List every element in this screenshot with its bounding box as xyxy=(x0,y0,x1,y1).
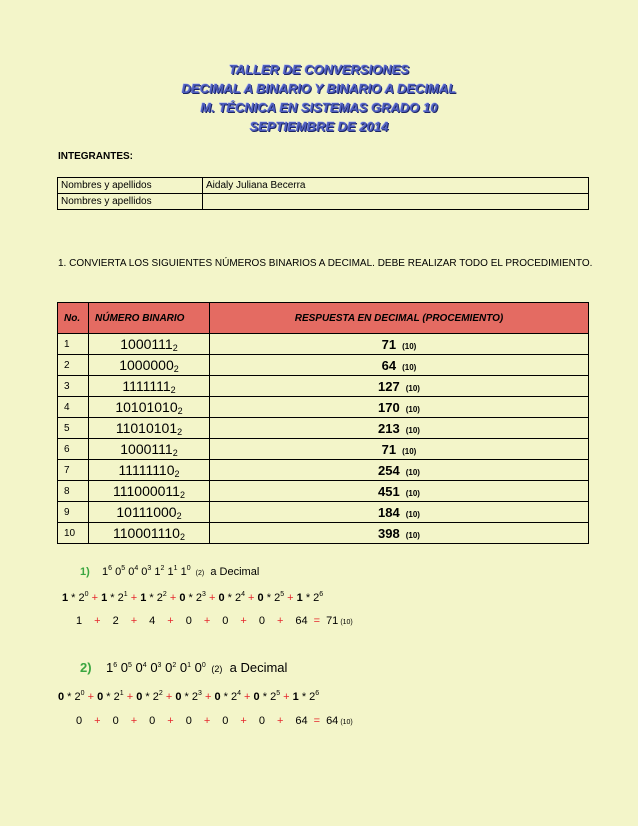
binary-digits: 10101010 xyxy=(115,398,178,415)
table-row xyxy=(58,355,589,376)
table-row xyxy=(58,523,589,544)
digit-exponent: 2 xyxy=(172,662,177,669)
col-header-no: No. xyxy=(58,303,89,334)
sum-value: 0 xyxy=(149,715,156,727)
binary-digit: 0 xyxy=(115,566,122,578)
example-1-binary xyxy=(102,566,194,578)
term-coefficient: 0 xyxy=(253,691,260,703)
question-1: 1. CONVIERTA LOS SIGUIENTES NÚMEROS BINARIOS A DECIMAL. DEBE REALIZAR TODO EL PROCEDIMIENTO. xyxy=(58,258,593,269)
binary-digit: 0 xyxy=(194,660,202,675)
decimal-base: (10) xyxy=(402,446,417,456)
decimal-answer xyxy=(210,397,589,418)
digit-exponent: 1 xyxy=(173,565,178,572)
example-2-statement xyxy=(80,660,287,675)
col-header-binary: NÚMERO BINARIO xyxy=(89,303,210,334)
binary-digit: 0 xyxy=(120,660,129,675)
sum-value: 0 xyxy=(222,715,229,727)
sum-value: 0 xyxy=(185,615,192,627)
sum-value: 2 xyxy=(112,615,119,627)
decimal-value: 184 xyxy=(378,504,400,520)
term-power: * 2 xyxy=(142,691,159,703)
example-2-base: (2) xyxy=(211,664,223,674)
integrantes-label: INTEGRANTES: xyxy=(58,151,133,162)
digit-exponent: 0 xyxy=(186,565,191,572)
term-coefficient: 1 xyxy=(140,592,147,604)
decimal-base: (10) xyxy=(405,467,420,477)
decimal-answer xyxy=(210,355,589,376)
sum-value: 64 xyxy=(295,615,308,627)
plus-sign: + xyxy=(283,691,290,703)
decimal-answer xyxy=(210,502,589,523)
digit-exponent: 0 xyxy=(201,662,206,669)
equals-sign: = xyxy=(313,615,321,627)
term-exponent: 1 xyxy=(123,591,128,598)
plus-sign: + xyxy=(94,715,101,727)
digit-exponent: 6 xyxy=(113,662,118,669)
term-power: * 2 xyxy=(64,691,81,703)
binary-number xyxy=(89,502,210,523)
plus-sign: + xyxy=(203,615,211,627)
plus-sign: + xyxy=(203,715,211,727)
binary-number xyxy=(89,334,210,355)
row-number: 8 xyxy=(58,481,89,502)
decimal-answer xyxy=(210,334,589,355)
plus-sign: + xyxy=(208,592,216,604)
binary-base: 2 xyxy=(170,384,176,395)
decimal-base: (10) xyxy=(402,341,417,351)
decimal-value: 127 xyxy=(378,378,400,394)
digit-exponent: 4 xyxy=(142,662,147,669)
term-coefficient: 1 xyxy=(62,592,69,604)
term-exponent: 5 xyxy=(276,690,281,697)
example-1-expansion xyxy=(62,592,323,604)
binary-base: 2 xyxy=(172,342,178,353)
decimal-value: 64 xyxy=(381,357,397,373)
sum-value: 0 xyxy=(222,615,229,627)
term-exponent: 0 xyxy=(80,690,85,697)
term-exponent: 4 xyxy=(241,591,245,598)
member-name-field[interactable]: Aidaly Juliana Becerra xyxy=(203,178,589,194)
plus-sign: + xyxy=(240,615,247,627)
term-coefficient: 0 xyxy=(179,592,186,604)
plus-sign: + xyxy=(244,691,251,703)
sum-value: 0 xyxy=(258,715,265,727)
term-coefficient: 1 xyxy=(292,691,299,703)
digit-exponent: 5 xyxy=(128,662,132,669)
term-power: * 2 xyxy=(302,592,320,604)
table-row xyxy=(58,418,589,439)
binary-number xyxy=(89,397,210,418)
term-exponent: 6 xyxy=(319,591,324,598)
binary-digits: 11010101 xyxy=(115,419,178,436)
row-number: 9 xyxy=(58,502,89,523)
sum-value: 0 xyxy=(185,715,192,727)
example-2-sum xyxy=(76,715,353,727)
term-power: * 2 xyxy=(181,691,198,703)
header-subtitle: DECIMAL A BINARIO Y BINARIO A DECIMAL xyxy=(181,81,457,96)
member-row xyxy=(58,194,589,210)
binary-digits: 10111000 xyxy=(116,503,177,520)
binary-base: 2 xyxy=(174,468,180,479)
table-row xyxy=(58,460,589,481)
binary-digits: 1111111 xyxy=(122,377,171,394)
term-power: * 2 xyxy=(185,592,202,604)
example-2-expansion xyxy=(58,691,319,703)
sum-value: 64 xyxy=(295,715,308,727)
plus-sign: + xyxy=(169,592,177,604)
decimal-answer xyxy=(210,460,589,481)
member-label: Nombres y apellidos xyxy=(58,194,203,210)
term-power: * 2 xyxy=(224,592,242,604)
binary-digit: 0 xyxy=(135,660,143,675)
plus-sign: + xyxy=(287,592,294,604)
decimal-answer xyxy=(210,376,589,397)
binary-digits: 11111110 xyxy=(118,461,175,478)
table-row xyxy=(58,397,589,418)
sum-value: 0 xyxy=(112,715,119,727)
table-row xyxy=(58,376,589,397)
row-number: 4 xyxy=(58,397,89,418)
decimal-base: (10) xyxy=(405,509,420,519)
result-value: 64 xyxy=(326,715,339,727)
decimal-value: 398 xyxy=(378,525,400,541)
term-exponent: 2 xyxy=(162,591,167,598)
binary-digits: 111000011 xyxy=(113,482,180,499)
term-power: * 2 xyxy=(146,592,163,604)
term-exponent: 5 xyxy=(280,591,285,598)
binary-number xyxy=(89,355,210,376)
decimal-value: 213 xyxy=(378,420,400,436)
decimal-answer xyxy=(210,523,589,544)
binary-number xyxy=(89,376,210,397)
decimal-value: 71 xyxy=(381,336,397,352)
term-coefficient: 1 xyxy=(101,592,108,604)
binary-digit: 0 xyxy=(150,660,158,675)
plus-sign: + xyxy=(240,715,247,727)
plus-sign: + xyxy=(167,615,174,627)
term-power: * 2 xyxy=(220,691,238,703)
binary-base: 2 xyxy=(177,405,183,416)
binary-number xyxy=(89,418,210,439)
term-coefficient: 0 xyxy=(136,691,143,703)
binary-digits: 110001110 xyxy=(113,524,180,541)
term-coefficient: 0 xyxy=(257,592,264,604)
conversion-table xyxy=(57,302,589,544)
digit-exponent: 6 xyxy=(108,565,113,572)
example-1-label: 1) xyxy=(80,566,90,578)
example-1-sum xyxy=(76,615,353,627)
equals-sign: = xyxy=(313,715,321,727)
term-coefficient: 0 xyxy=(218,592,225,604)
decimal-value: 71 xyxy=(381,441,397,457)
term-coefficient: 0 xyxy=(97,691,104,703)
binary-digits: 1000111 xyxy=(120,440,173,457)
example-1-to: a Decimal xyxy=(210,566,260,578)
term-power: * 2 xyxy=(107,592,124,604)
binary-base: 2 xyxy=(173,363,179,374)
term-exponent: 0 xyxy=(84,591,89,598)
term-power: * 2 xyxy=(103,691,120,703)
plus-sign: + xyxy=(130,592,138,604)
plus-sign: + xyxy=(130,615,138,627)
term-coefficient: 0 xyxy=(58,691,65,703)
table-row xyxy=(58,481,589,502)
binary-digit: 0 xyxy=(165,660,173,675)
binary-digit: 1 xyxy=(180,566,187,578)
row-number: 7 xyxy=(58,460,89,481)
example-2-label: 2) xyxy=(80,660,92,675)
binary-digit: 0 xyxy=(179,660,188,675)
header-title: TALLER DE CONVERSIONES xyxy=(228,62,410,77)
document-header xyxy=(0,60,638,136)
row-number: 1 xyxy=(58,334,89,355)
digit-exponent: 3 xyxy=(147,565,152,572)
table-row xyxy=(58,502,589,523)
term-power: * 2 xyxy=(298,691,316,703)
decimal-base: (10) xyxy=(402,362,417,372)
plus-sign: + xyxy=(91,592,99,604)
plus-sign: + xyxy=(276,715,284,727)
decimal-value: 254 xyxy=(378,462,400,478)
row-number: 3 xyxy=(58,376,89,397)
binary-digit: 1 xyxy=(106,660,114,675)
decimal-base: (10) xyxy=(405,488,420,498)
sum-value: 4 xyxy=(149,615,156,627)
binary-digit: 0 xyxy=(141,566,148,578)
example-1-base: (2) xyxy=(195,570,205,577)
term-power: * 2 xyxy=(259,691,277,703)
table-row xyxy=(58,334,589,355)
binary-base: 2 xyxy=(179,489,185,500)
row-number: 6 xyxy=(58,439,89,460)
example-2-to: a Decimal xyxy=(229,660,288,675)
term-coefficient: 0 xyxy=(214,691,221,703)
digit-exponent: 1 xyxy=(187,662,191,669)
plus-sign: + xyxy=(165,691,173,703)
table-row xyxy=(58,439,589,460)
term-exponent: 4 xyxy=(237,690,241,697)
binary-number xyxy=(89,439,210,460)
term-exponent: 2 xyxy=(158,690,163,697)
decimal-base: (10) xyxy=(405,404,420,414)
decimal-answer xyxy=(210,439,589,460)
binary-base: 2 xyxy=(177,426,183,437)
row-number: 10 xyxy=(58,523,89,544)
member-row xyxy=(58,178,589,194)
header-date: SEPTIEMBRE DE 2014 xyxy=(249,119,389,134)
digit-exponent: 5 xyxy=(121,565,126,572)
binary-base: 2 xyxy=(179,531,185,542)
digit-exponent: 4 xyxy=(134,565,139,572)
binary-base: 2 xyxy=(176,510,182,521)
binary-number xyxy=(89,523,210,544)
sum-value: 1 xyxy=(76,615,83,627)
example-2-binary xyxy=(106,660,209,675)
plus-sign: + xyxy=(204,691,212,703)
plus-sign: + xyxy=(276,615,284,627)
result-base: (10) xyxy=(340,719,353,726)
binary-number xyxy=(89,460,210,481)
members-table xyxy=(57,177,589,210)
col-header-decimal: RESPUESTA EN DECIMAL (PROCEMIENTO) xyxy=(210,303,589,334)
term-exponent: 6 xyxy=(315,690,320,697)
binary-digit: 1 xyxy=(154,566,161,578)
decimal-base: (10) xyxy=(405,530,420,540)
term-power: * 2 xyxy=(263,592,281,604)
row-number: 2 xyxy=(58,355,89,376)
sum-value: 0 xyxy=(258,615,265,627)
plus-sign: + xyxy=(94,615,101,627)
plus-sign: + xyxy=(167,715,174,727)
table-body xyxy=(58,334,589,544)
binary-digits: 1000111 xyxy=(120,335,173,352)
header-program: M. TÉCNICA EN SISTEMAS GRADO 10 xyxy=(200,100,438,115)
term-coefficient: 0 xyxy=(175,691,182,703)
decimal-value: 170 xyxy=(378,399,400,415)
plus-sign: + xyxy=(130,715,138,727)
member-name-field[interactable] xyxy=(203,194,589,210)
decimal-answer xyxy=(210,418,589,439)
decimal-base: (10) xyxy=(405,383,420,393)
sum-value: 0 xyxy=(76,715,83,727)
member-label: Nombres y apellidos xyxy=(58,178,203,194)
binary-digit: 1 xyxy=(167,566,174,578)
plus-sign: + xyxy=(126,691,134,703)
binary-number xyxy=(89,481,210,502)
plus-sign: + xyxy=(248,592,255,604)
digit-exponent: 3 xyxy=(157,662,162,669)
table-header-row xyxy=(58,303,589,334)
binary-digit: 1 xyxy=(102,566,109,578)
binary-base: 2 xyxy=(172,447,178,458)
binary-digit: 0 xyxy=(128,566,135,578)
example-1-statement xyxy=(80,566,259,578)
term-exponent: 1 xyxy=(119,690,124,697)
result-value: 71 xyxy=(326,615,339,627)
term-exponent: 3 xyxy=(201,591,206,598)
binary-digits: 1000000 xyxy=(119,356,174,373)
term-exponent: 3 xyxy=(197,690,202,697)
term-coefficient: 1 xyxy=(296,592,303,604)
decimal-value: 451 xyxy=(378,483,400,499)
result-base: (10) xyxy=(340,619,353,626)
plus-sign: + xyxy=(87,691,95,703)
digit-exponent: 2 xyxy=(160,565,165,572)
term-power: * 2 xyxy=(68,592,85,604)
row-number: 5 xyxy=(58,418,89,439)
decimal-base: (10) xyxy=(405,425,420,435)
decimal-answer xyxy=(210,481,589,502)
